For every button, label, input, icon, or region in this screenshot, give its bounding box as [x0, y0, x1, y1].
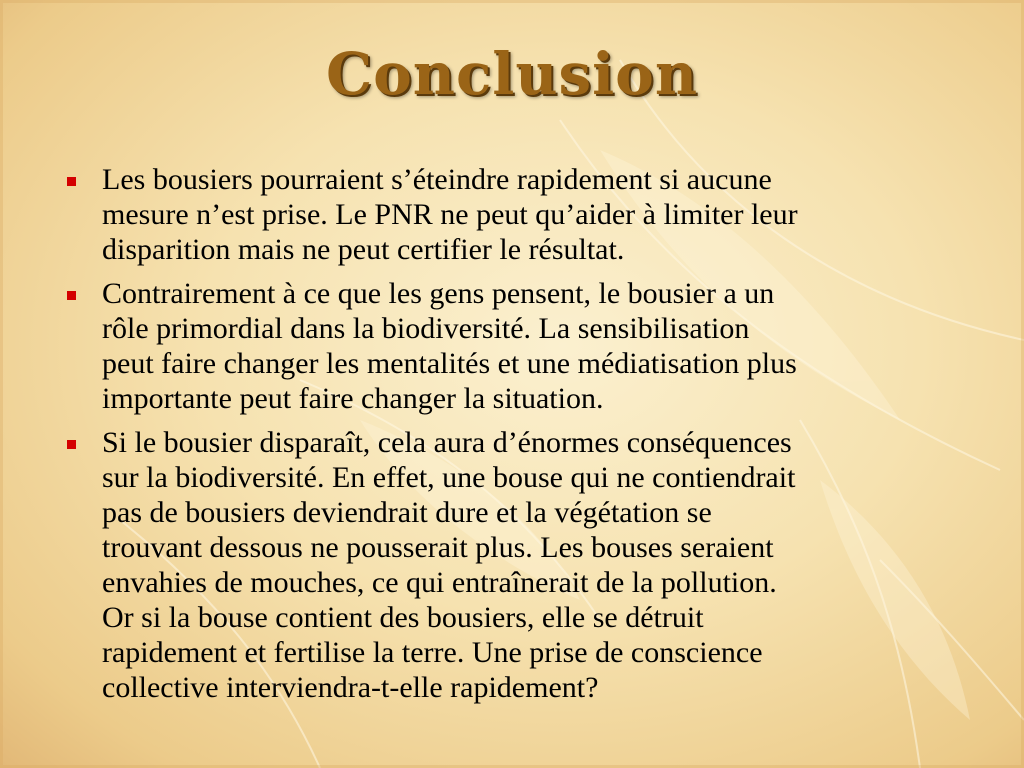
bullet-line: pas de bousiers deviendrait dure et la végétation se [102, 496, 712, 529]
bullet-item [66, 162, 966, 267]
bullet-line: trouvant dessous ne pousserait plus. Les bouses seraient [102, 531, 774, 564]
bullet-line: Si le bousier disparaît, cela aura d’énormes conséquences [102, 426, 792, 459]
bullet-line: mesure n’est prise. Le PNR ne peut qu’aider à limiter leur [102, 198, 798, 231]
bullet-line: Contrairement à ce que les gens pensent, le bousier a un [102, 277, 775, 310]
bullet-list [66, 162, 966, 714]
bullet-line: peut faire changer les mentalités et une médiatisation plus [102, 347, 797, 380]
bullet-line: rapidement et fertilise la terre. Une prise de conscience [102, 636, 763, 669]
square-bullet-icon [67, 291, 76, 300]
slide-title: Conclusion [325, 40, 699, 108]
bullet-item [66, 425, 966, 705]
square-bullet-icon [67, 177, 76, 186]
bullet-line: Les bousiers pourraient s’éteindre rapidement si aucune [102, 163, 772, 196]
bullet-line: Or si la bouse contient des bousiers, elle se détruit [102, 601, 704, 634]
bullet-line: envahies de mouches, ce qui entraînerait de la pollution. [102, 566, 777, 599]
bullet-line: collective interviendra-t-elle rapidement? [102, 671, 599, 704]
square-bullet-icon [67, 440, 76, 449]
bullet-line: rôle primordial dans la biodiversité. La sensibilisation [102, 312, 750, 345]
bullet-line: sur la biodiversité. En effet, une bouse qui ne contiendrait [102, 461, 796, 494]
bullet-line: disparition mais ne peut certifier le résultat. [102, 233, 625, 266]
bullet-line: importante peut faire changer la situation. [102, 382, 604, 415]
bullet-item [66, 276, 966, 416]
